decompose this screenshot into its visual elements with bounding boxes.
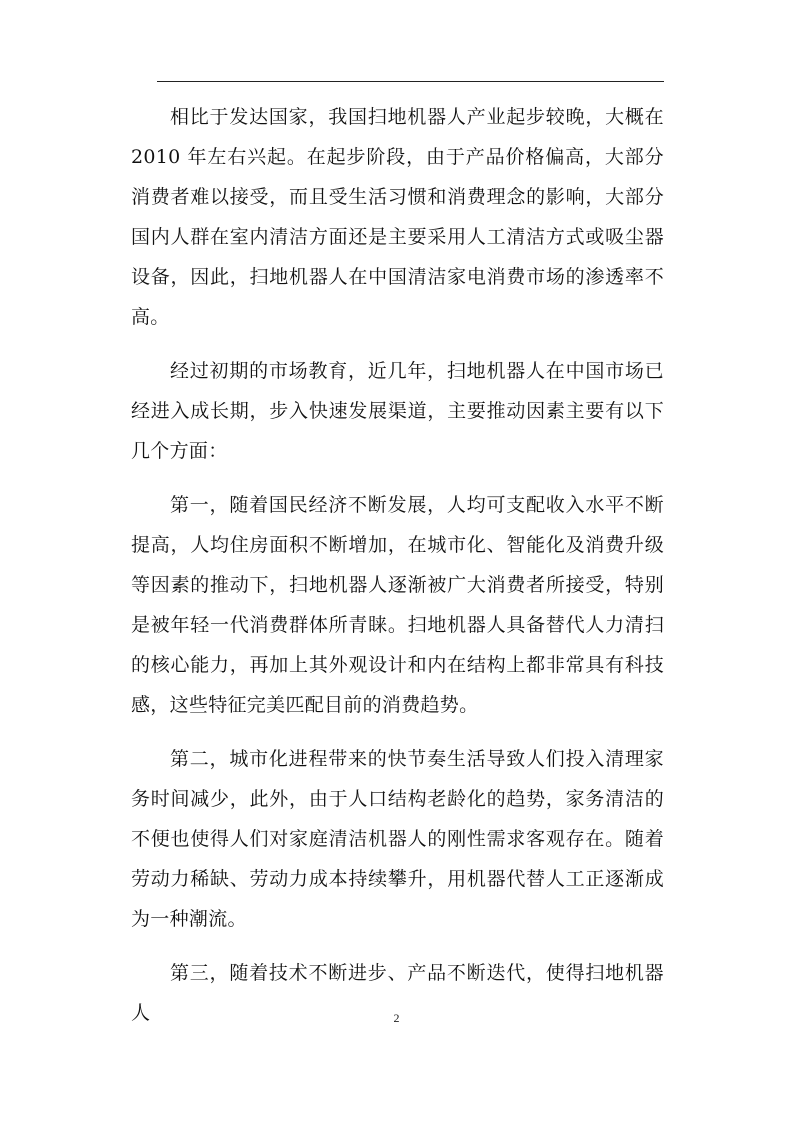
- paragraph-5: 第三，随着技术不断进步、产品不断迭代，使得扫地机器人: [131, 962, 664, 1024]
- page-number: 2: [393, 1011, 400, 1025]
- paragraph-3: 第一，随着国民经济不断发展，人均可支配收入水平不断提高，人均住房面积不断增加，在城市化、智能化及消费升级等因素的推动下，扫地机器人逐渐被广大消费者所接受，特别是被年轻一代消费群体所青睐。扫地机器人具备替代人力清扫的核心能力，再加上其外观设计和内在结构上都非常具有科技感，这些特征完美匹配目前的消费趋势。: [131, 494, 664, 716]
- paragraph-4: 第二，城市化进程带来的快节奏生活导致人们投入清理家务时间减少，此外，由于人口结构老龄化的趋势，家务清洁的不便也使得人们对家庭清洁机器人的刚性需求客观存在。随着劳动力稀缺、劳动力成本持续攀升，用机器代替人工正逐渐成为一种潮流。: [131, 748, 664, 930]
- paragraph-2: 经过初期的市场教育，近几年，扫地机器人在中国市场已经进入成长期，步入快速发展渠道，主要推动因素主要有以下几个方面：: [131, 360, 664, 462]
- paragraph-1: 相比于发达国家，我国扫地机器人产业起步较晚，大概在 2010 年左右兴起。在起步阶段，由于产品价格偏高，大部分消费者难以接受，而且受生活习惯和消费理念的影响，大部分国内人群在室内清洁方面还是主要采用人工清洁方式或吸尘器设备，因此，扫地机器人在中国清洁家电消费市场的渗透率不高。: [131, 106, 664, 328]
- header-rule: [157, 81, 664, 82]
- body-text: [131, 97, 664, 1047]
